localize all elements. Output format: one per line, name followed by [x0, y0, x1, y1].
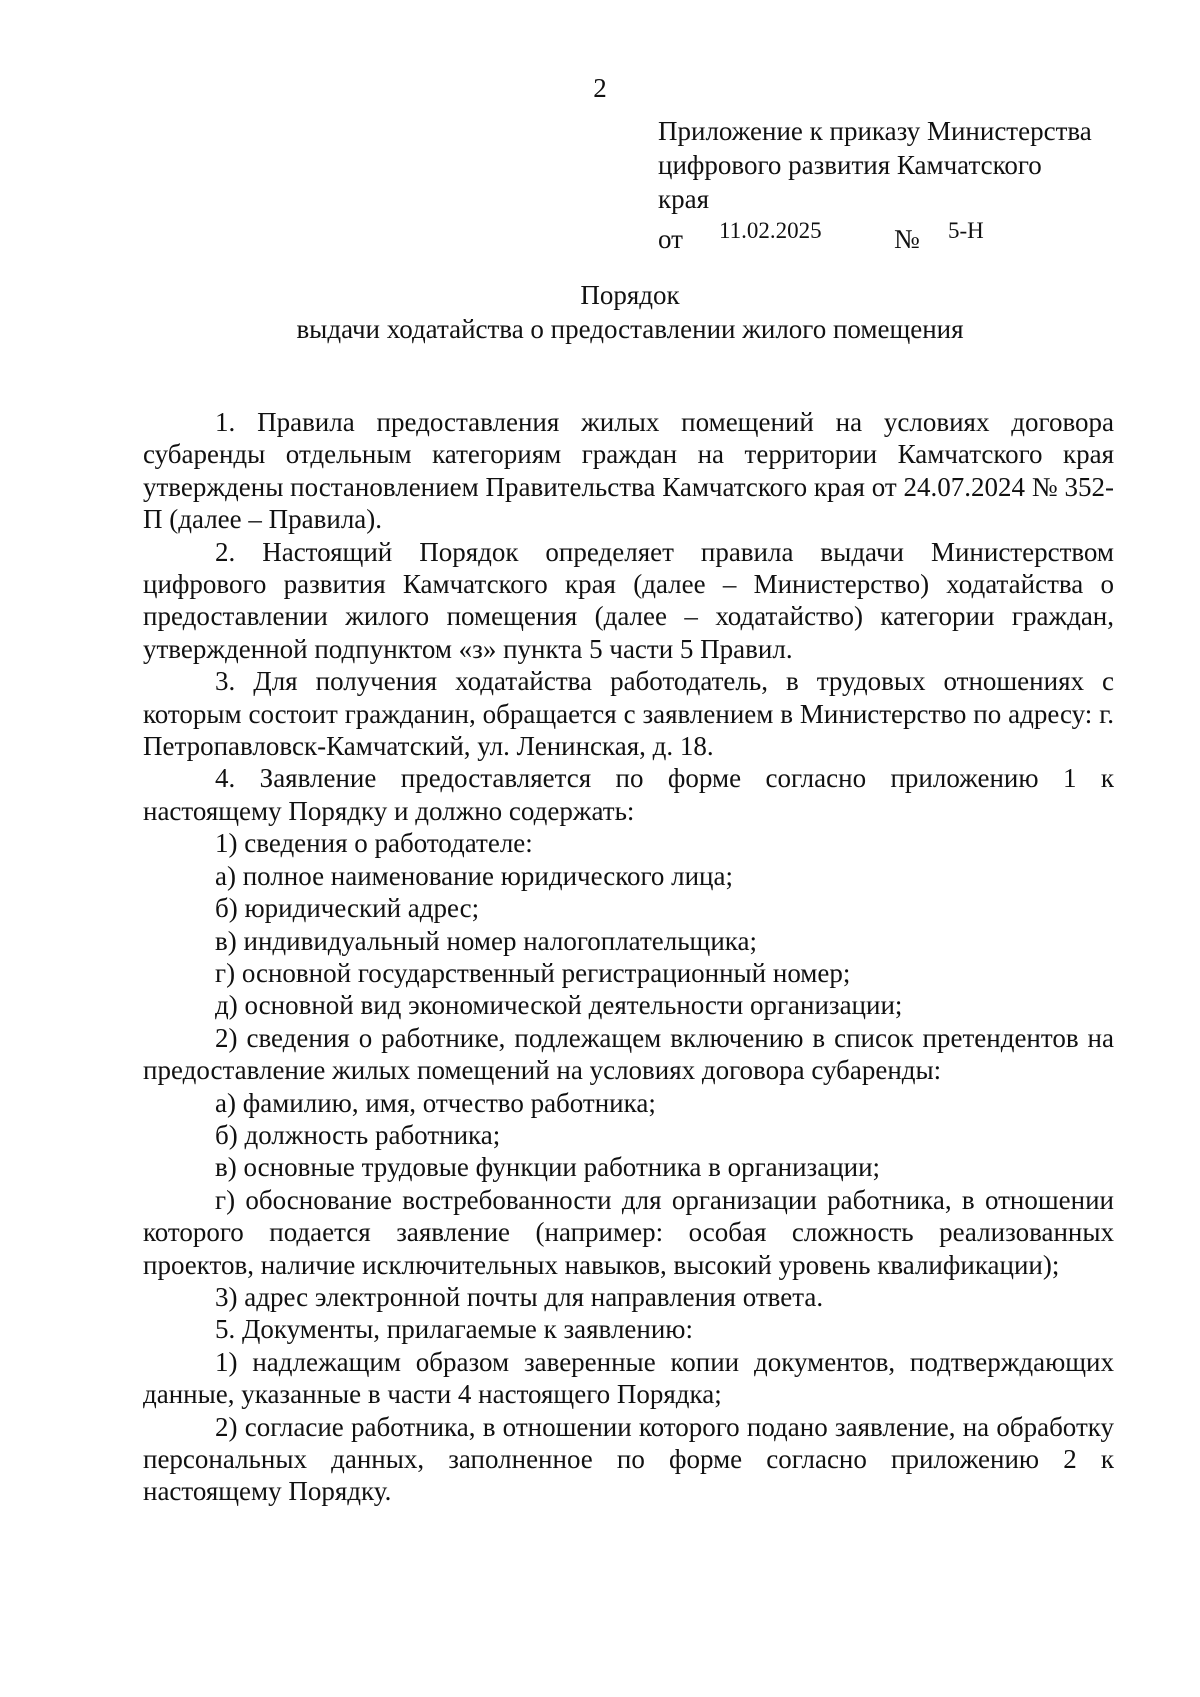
paragraph: б) юридический адрес; — [215, 893, 480, 924]
paragraph: г) основной государственный регистрационный номер; — [215, 957, 851, 988]
paragraph: 3) адрес электронной почты для направления ответа. — [215, 1281, 824, 1312]
paragraph: 1. Правила предоставления жилых помещений на условиях договора субаренды отдельным категориям граждан на территории Камчатского края утверждены постановлением Правительства Камчатского края от 24.07.2024 № 352-П (далее – Правила). — [143, 407, 1114, 535]
order-number: 5-Н — [948, 218, 984, 243]
paragraph: 3. Для получения ходатайства работодатель, в трудовых отношениях с которым состоит гражданин, обращается с заявлением в Министерство по адресу: г. Петропавловск-Камчатский, ул. Ленинская, д. 18. — [143, 666, 1114, 762]
order-number-sign: № — [894, 224, 920, 254]
order-date: 11.02.2025 — [719, 218, 822, 243]
appendix-line: цифрового развития Камчатского — [658, 150, 1042, 180]
paragraph: б) должность работника; — [215, 1119, 501, 1150]
paragraph: 1) надлежащим образом заверенные копии документов, подтверждающих данные, указанные в части 4 настоящего Порядка; — [143, 1346, 1114, 1410]
paragraph: 4. Заявление предоставляется по форме согласно приложению 1 к настоящему Порядку и должно содержать: — [143, 763, 1114, 826]
paragraph: 2) сведения о работнике, подлежащем включению в список претендентов на предоставление жилых помещений на условиях договора субаренды: — [143, 1022, 1114, 1086]
page-number: 2 — [593, 73, 607, 103]
paragraph: а) полное наименование юридического лица; — [215, 860, 733, 891]
paragraph: а) фамилию, имя, отчество работника; — [215, 1087, 656, 1118]
title-line: Порядок — [580, 280, 680, 310]
appendix-line: края — [658, 184, 710, 214]
order-reference — [658, 216, 1128, 256]
document-body — [143, 406, 1114, 1508]
title-line: выдачи ходатайства о предоставлении жилого помещения — [296, 314, 964, 344]
paragraph: в) индивидуальный номер налогоплательщика; — [215, 925, 757, 956]
paragraph: в) основные трудовые функции работника в организации; — [215, 1152, 881, 1183]
paragraph: 2. Настоящий Порядок определяет правила выдачи Министерством цифрового развития Камчатского края (далее – Министерство) ходатайства о предоставлении жилого помещения (далее – ходатайство) категории граждан, утвержденной подпунктом «з» пункта 5 части 5 Правил. — [143, 536, 1114, 664]
appendix-header — [658, 114, 1128, 256]
paragraph: 2) согласие работника, в отношении которого подано заявление, на обработку персональных данных, заполненное по форме согласно приложению 2 к настоящему Порядку. — [143, 1411, 1114, 1507]
paragraph: г) обоснование востребованности для организации работника, в отношении которого подается заявление (например: особая сложность реализованных проектов, наличие исключительных навыков, высокий уровень квалификации); — [143, 1184, 1114, 1280]
paragraph: д) основной вид экономической деятельности организации; — [215, 990, 903, 1021]
paragraph: 1) сведения о работодателе: — [215, 828, 533, 859]
order-from-label: от — [658, 224, 683, 254]
appendix-line: Приложение к приказу Министерства — [658, 116, 1092, 146]
paragraph: 5. Документы, прилагаемые к заявлению: — [215, 1314, 693, 1345]
document-title — [0, 278, 1200, 346]
